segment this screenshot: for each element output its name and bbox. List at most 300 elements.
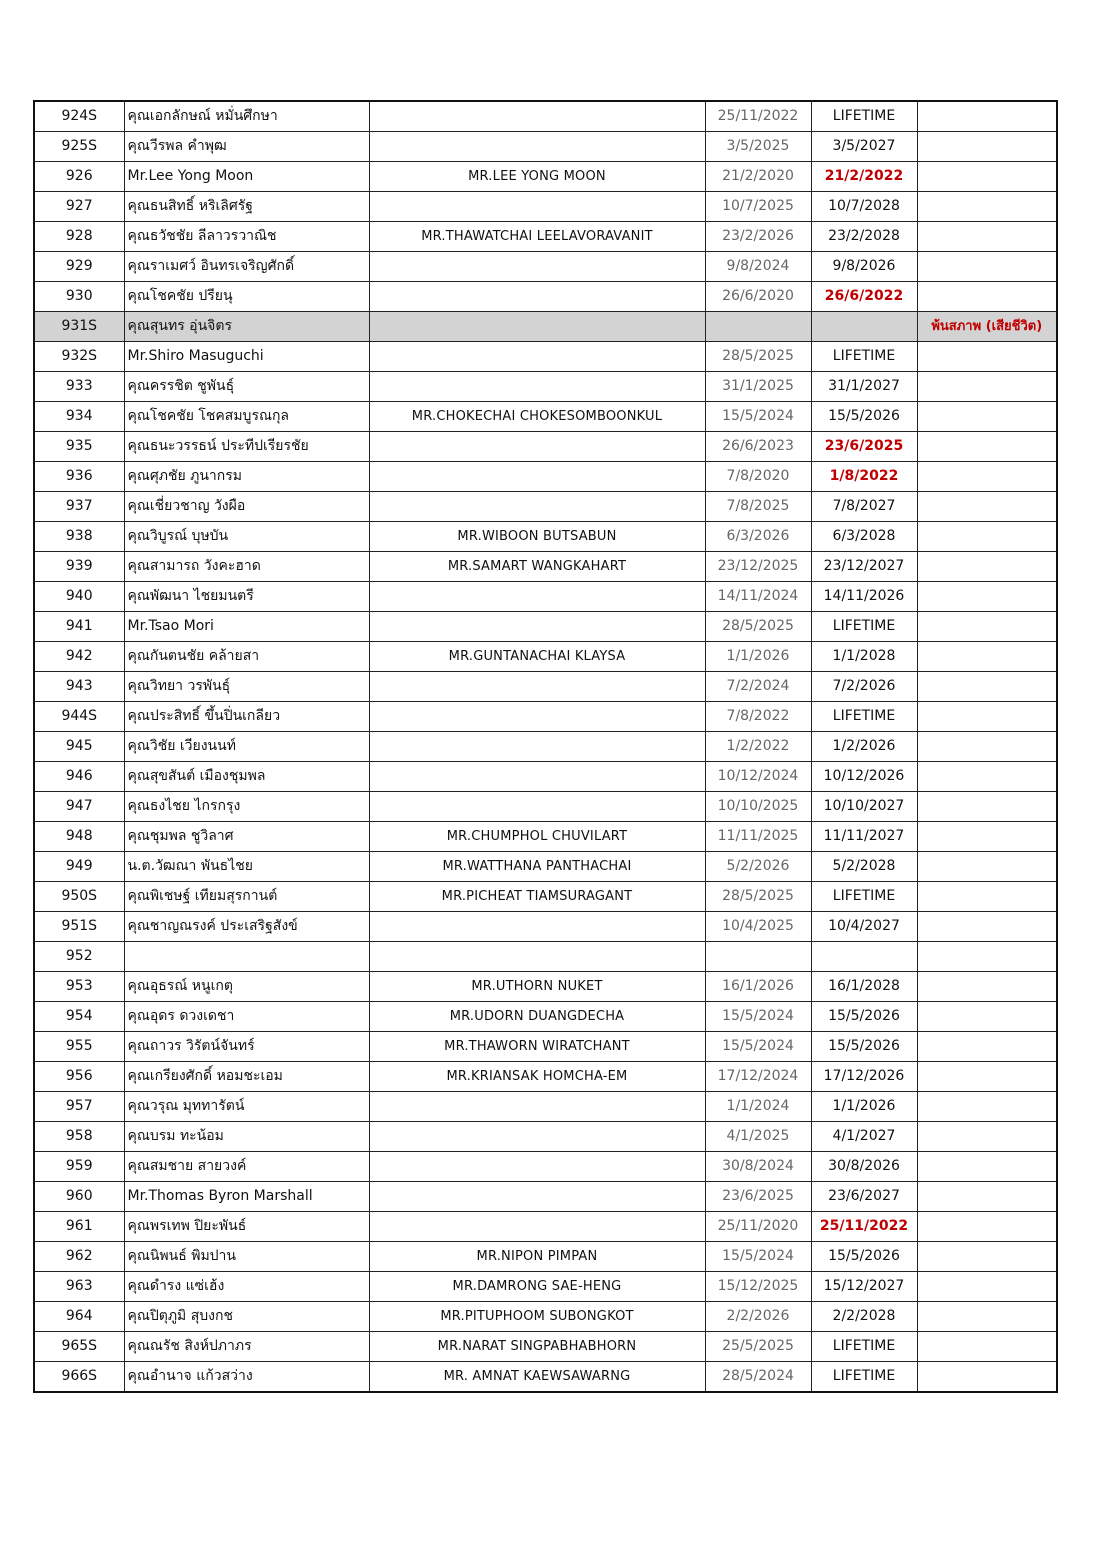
table-row <box>34 852 1057 882</box>
note-cell <box>917 702 1057 732</box>
table-row <box>34 252 1057 282</box>
english-name-cell <box>369 492 705 522</box>
note-cell <box>917 462 1057 492</box>
expiry-date-cell: 26/6/2022 <box>811 282 917 312</box>
table-row <box>34 552 1057 582</box>
english-name-cell: MR.CHUMPHOL CHUVILART <box>369 822 705 852</box>
english-name-cell: MR.GUNTANACHAI KLAYSA <box>369 642 705 672</box>
expiry-date-cell: 23/6/2027 <box>811 1182 917 1212</box>
start-date-cell: 15/5/2024 <box>705 402 811 432</box>
table-row <box>34 972 1057 1002</box>
member-table <box>33 100 1058 1393</box>
thai-name-cell: คุณครรชิต ชูพันธุ์ <box>124 372 369 402</box>
note-cell <box>917 1302 1057 1332</box>
member-number-cell: 954 <box>34 1002 124 1032</box>
note-cell <box>917 672 1057 702</box>
table-row <box>34 1272 1057 1302</box>
note-cell <box>917 132 1057 162</box>
english-name-cell: MR.SAMART WANGKAHART <box>369 552 705 582</box>
english-name-cell <box>369 432 705 462</box>
note-cell <box>917 1362 1057 1393</box>
table-row <box>34 101 1057 132</box>
thai-name-cell: คุณศุภชัย ภูนากรม <box>124 462 369 492</box>
thai-name-cell: คุณอุธรณ์ หนูเกตุ <box>124 972 369 1002</box>
note-cell <box>917 1032 1057 1062</box>
note-cell <box>917 642 1057 672</box>
start-date-cell: 30/8/2024 <box>705 1152 811 1182</box>
expiry-date-cell: 10/7/2028 <box>811 192 917 222</box>
start-date-cell: 5/2/2026 <box>705 852 811 882</box>
english-name-cell <box>369 342 705 372</box>
english-name-cell: MR.NARAT SINGPABHABHORN <box>369 1332 705 1362</box>
expiry-date-cell: 7/8/2027 <box>811 492 917 522</box>
start-date-cell: 15/12/2025 <box>705 1272 811 1302</box>
english-name-cell <box>369 792 705 822</box>
expiry-date-cell <box>811 312 917 342</box>
thai-name-cell: คุณวรุณ มุททารัตน์ <box>124 1092 369 1122</box>
member-number-cell: 948 <box>34 822 124 852</box>
member-number-cell: 963 <box>34 1272 124 1302</box>
table-row <box>34 882 1057 912</box>
expiry-date-cell: 21/2/2022 <box>811 162 917 192</box>
table-row <box>34 1062 1057 1092</box>
member-number-cell: 945 <box>34 732 124 762</box>
english-name-cell: MR.PICHEAT TIAMSURAGANT <box>369 882 705 912</box>
table-row <box>34 432 1057 462</box>
start-date-cell: 26/6/2020 <box>705 282 811 312</box>
expiry-date-cell: 10/4/2027 <box>811 912 917 942</box>
thai-name-cell: คุณนิพนธ์ พิมปาน <box>124 1242 369 1272</box>
thai-name-cell: คุณเชี่ยวชาญ วังผือ <box>124 492 369 522</box>
table-row <box>34 612 1057 642</box>
start-date-cell: 1/1/2024 <box>705 1092 811 1122</box>
note-cell <box>917 942 1057 972</box>
member-number-cell: 935 <box>34 432 124 462</box>
thai-name-cell: คุณอำนาจ แก้วสว่าง <box>124 1362 369 1393</box>
member-number-cell: 949 <box>34 852 124 882</box>
english-name-cell <box>369 132 705 162</box>
expiry-date-cell: 10/12/2026 <box>811 762 917 792</box>
note-cell <box>917 162 1057 192</box>
note-cell <box>917 402 1057 432</box>
thai-name-cell: น.ต.วัฒณา พันธไชย <box>124 852 369 882</box>
english-name-cell <box>369 101 705 132</box>
table-row <box>34 132 1057 162</box>
expiry-date-cell: 1/8/2022 <box>811 462 917 492</box>
thai-name-cell: คุณวิบูรณ์ บุษบัน <box>124 522 369 552</box>
expiry-date-cell: 23/12/2027 <box>811 552 917 582</box>
thai-name-cell: Mr.Lee Yong Moon <box>124 162 369 192</box>
english-name-cell <box>369 672 705 702</box>
table-row <box>34 162 1057 192</box>
thai-name-cell: คุณวิชัย เวียงนนท์ <box>124 732 369 762</box>
member-number-cell: 952 <box>34 942 124 972</box>
thai-name-cell: คุณพิเชษฐ์ เทียมสุรกานต์ <box>124 882 369 912</box>
english-name-cell <box>369 462 705 492</box>
table-row <box>34 222 1057 252</box>
start-date-cell: 7/8/2020 <box>705 462 811 492</box>
english-name-cell: MR.WIBOON BUTSABUN <box>369 522 705 552</box>
member-number-cell: 960 <box>34 1182 124 1212</box>
note-cell <box>917 582 1057 612</box>
member-number-cell: 964 <box>34 1302 124 1332</box>
table-row <box>34 192 1057 222</box>
note-cell <box>917 1212 1057 1242</box>
thai-name-cell: Mr.Tsao Mori <box>124 612 369 642</box>
english-name-cell: MR.CHOKECHAI CHOKESOMBOONKUL <box>369 402 705 432</box>
note-cell <box>917 342 1057 372</box>
start-date-cell: 26/6/2023 <box>705 432 811 462</box>
member-number-cell: 931S <box>34 312 124 342</box>
expiry-date-cell: 23/2/2028 <box>811 222 917 252</box>
table-row <box>34 1332 1057 1362</box>
member-number-cell: 941 <box>34 612 124 642</box>
table-row <box>34 582 1057 612</box>
english-name-cell <box>369 942 705 972</box>
english-name-cell: MR.LEE YONG MOON <box>369 162 705 192</box>
thai-name-cell: คุณธวัชชัย ลีลาวรวาณิช <box>124 222 369 252</box>
member-number-cell: 926 <box>34 162 124 192</box>
start-date-cell: 10/4/2025 <box>705 912 811 942</box>
note-cell <box>917 282 1057 312</box>
start-date-cell: 16/1/2026 <box>705 972 811 1002</box>
start-date-cell: 28/5/2024 <box>705 1362 811 1393</box>
table-row <box>34 492 1057 522</box>
member-number-cell: 934 <box>34 402 124 432</box>
note-cell <box>917 222 1057 252</box>
start-date-cell: 23/6/2025 <box>705 1182 811 1212</box>
note-cell <box>917 1182 1057 1212</box>
english-name-cell <box>369 912 705 942</box>
english-name-cell: MR.WATTHANA PANTHACHAI <box>369 852 705 882</box>
start-date-cell: 10/10/2025 <box>705 792 811 822</box>
thai-name-cell: คุณพัฒนา ไชยมนตรี <box>124 582 369 612</box>
member-number-cell: 925S <box>34 132 124 162</box>
table-row <box>34 912 1057 942</box>
start-date-cell: 28/5/2025 <box>705 612 811 642</box>
expiry-date-cell: 10/10/2027 <box>811 792 917 822</box>
start-date-cell: 7/2/2024 <box>705 672 811 702</box>
expiry-date-cell: LIFETIME <box>811 1332 917 1362</box>
expiry-date-cell: 2/2/2028 <box>811 1302 917 1332</box>
start-date-cell: 10/12/2024 <box>705 762 811 792</box>
table-row <box>34 1122 1057 1152</box>
member-number-cell: 942 <box>34 642 124 672</box>
english-name-cell <box>369 252 705 282</box>
start-date-cell: 1/2/2022 <box>705 732 811 762</box>
table-row <box>34 312 1057 342</box>
note-cell <box>917 882 1057 912</box>
start-date-cell: 7/8/2025 <box>705 492 811 522</box>
thai-name-cell <box>124 942 369 972</box>
start-date-cell: 28/5/2025 <box>705 342 811 372</box>
english-name-cell <box>369 1092 705 1122</box>
thai-name-cell: คุณประสิทธิ์ ขึ้นปิ่นเกลียว <box>124 702 369 732</box>
start-date-cell: 9/8/2024 <box>705 252 811 282</box>
start-date-cell: 23/12/2025 <box>705 552 811 582</box>
start-date-cell: 6/3/2026 <box>705 522 811 552</box>
note-cell <box>917 852 1057 882</box>
member-number-cell: 939 <box>34 552 124 582</box>
thai-name-cell: คุณสุนทร อุ่นจิตร <box>124 312 369 342</box>
table-row <box>34 1152 1057 1182</box>
thai-name-cell: คุณดำรง แซ่เฮ้ง <box>124 1272 369 1302</box>
english-name-cell <box>369 192 705 222</box>
member-number-cell: 950S <box>34 882 124 912</box>
note-cell <box>917 372 1057 402</box>
thai-name-cell: คุณสามารถ วังคะฮาด <box>124 552 369 582</box>
member-number-cell: 940 <box>34 582 124 612</box>
member-number-cell: 961 <box>34 1212 124 1242</box>
expiry-date-cell: 15/12/2027 <box>811 1272 917 1302</box>
table-row <box>34 1242 1057 1272</box>
start-date-cell: 15/5/2024 <box>705 1032 811 1062</box>
english-name-cell <box>369 312 705 342</box>
expiry-date-cell <box>811 942 917 972</box>
english-name-cell: MR.PITUPHOOM SUBONGKOT <box>369 1302 705 1332</box>
note-cell <box>917 762 1057 792</box>
note-cell <box>917 552 1057 582</box>
note-cell <box>917 252 1057 282</box>
english-name-cell <box>369 1122 705 1152</box>
expiry-date-cell: 15/5/2026 <box>811 1032 917 1062</box>
expiry-date-cell: LIFETIME <box>811 702 917 732</box>
expiry-date-cell: 25/11/2022 <box>811 1212 917 1242</box>
english-name-cell: MR. AMNAT KAEWSAWARNG <box>369 1362 705 1393</box>
expiry-date-cell: 7/2/2026 <box>811 672 917 702</box>
start-date-cell: 28/5/2025 <box>705 882 811 912</box>
member-number-cell: 958 <box>34 1122 124 1152</box>
table-row <box>34 1002 1057 1032</box>
thai-name-cell: Mr.Thomas Byron Marshall <box>124 1182 369 1212</box>
start-date-cell: 31/1/2025 <box>705 372 811 402</box>
table-row <box>34 1032 1057 1062</box>
start-date-cell: 4/1/2025 <box>705 1122 811 1152</box>
thai-name-cell: คุณณรัช สิงห์ปภาภร <box>124 1332 369 1362</box>
member-number-cell: 924S <box>34 101 124 132</box>
member-number-cell: 951S <box>34 912 124 942</box>
thai-name-cell: คุณกันตนชัย คล้ายสา <box>124 642 369 672</box>
note-cell <box>917 1122 1057 1152</box>
member-number-cell: 927 <box>34 192 124 222</box>
english-name-cell <box>369 582 705 612</box>
member-number-cell: 966S <box>34 1362 124 1393</box>
table-row <box>34 1302 1057 1332</box>
member-number-cell: 947 <box>34 792 124 822</box>
english-name-cell: MR.DAMRONG SAE-HENG <box>369 1272 705 1302</box>
note-cell <box>917 612 1057 642</box>
expiry-date-cell: 9/8/2026 <box>811 252 917 282</box>
expiry-date-cell: 15/5/2026 <box>811 1002 917 1032</box>
expiry-date-cell: LIFETIME <box>811 342 917 372</box>
member-number-cell: 965S <box>34 1332 124 1362</box>
expiry-date-cell: 6/3/2028 <box>811 522 917 552</box>
english-name-cell: MR.THAWORN WIRATCHANT <box>369 1032 705 1062</box>
table-body <box>34 101 1057 1392</box>
note-cell: พ้นสภาพ (เสียชีวิต) <box>917 312 1057 342</box>
table-row <box>34 702 1057 732</box>
table-row <box>34 402 1057 432</box>
expiry-date-cell: LIFETIME <box>811 101 917 132</box>
thai-name-cell: คุณถาวร วิรัตน์จันทร์ <box>124 1032 369 1062</box>
start-date-cell: 7/8/2022 <box>705 702 811 732</box>
table-row <box>34 1182 1057 1212</box>
note-cell <box>917 1092 1057 1122</box>
english-name-cell: MR.UTHORN NUKET <box>369 972 705 1002</box>
expiry-date-cell: 14/11/2026 <box>811 582 917 612</box>
thai-name-cell: คุณสมชาย สายวงค์ <box>124 1152 369 1182</box>
table-row <box>34 792 1057 822</box>
note-cell <box>917 192 1057 222</box>
note-cell <box>917 432 1057 462</box>
thai-name-cell: คุณชุมพล ชูวิลาศ <box>124 822 369 852</box>
table-row <box>34 462 1057 492</box>
expiry-date-cell: 31/1/2027 <box>811 372 917 402</box>
expiry-date-cell: 17/12/2026 <box>811 1062 917 1092</box>
english-name-cell <box>369 732 705 762</box>
thai-name-cell: คุณชาญณรงค์ ประเสริฐสังข์ <box>124 912 369 942</box>
member-number-cell: 957 <box>34 1092 124 1122</box>
english-name-cell <box>369 1212 705 1242</box>
note-cell <box>917 792 1057 822</box>
english-name-cell: MR.THAWATCHAI LEELAVORAVANIT <box>369 222 705 252</box>
member-number-cell: 932S <box>34 342 124 372</box>
member-number-cell: 956 <box>34 1062 124 1092</box>
start-date-cell: 3/5/2025 <box>705 132 811 162</box>
start-date-cell: 25/11/2020 <box>705 1212 811 1242</box>
thai-name-cell: คุณบรม ทะน้อม <box>124 1122 369 1152</box>
start-date-cell: 25/5/2025 <box>705 1332 811 1362</box>
start-date-cell: 10/7/2025 <box>705 192 811 222</box>
thai-name-cell: คุณวีรพล คำพุฒ <box>124 132 369 162</box>
member-number-cell: 944S <box>34 702 124 732</box>
english-name-cell <box>369 1182 705 1212</box>
thai-name-cell: คุณเอกลักษณ์ หมั่นศึกษา <box>124 101 369 132</box>
note-cell <box>917 912 1057 942</box>
thai-name-cell: คุณพรเทพ ปิยะพันธ์ <box>124 1212 369 1242</box>
thai-name-cell: คุณปิตุภูมิ สุบงกช <box>124 1302 369 1332</box>
expiry-date-cell: 1/2/2026 <box>811 732 917 762</box>
note-cell <box>917 522 1057 552</box>
note-cell <box>917 732 1057 762</box>
thai-name-cell: คุณราเมศว์ อินทรเจริญศักดิ์ <box>124 252 369 282</box>
note-cell <box>917 822 1057 852</box>
thai-name-cell: คุณธงไชย ไกรกรุง <box>124 792 369 822</box>
table-row <box>34 372 1057 402</box>
english-name-cell: MR.UDORN DUANGDECHA <box>369 1002 705 1032</box>
member-number-cell: 933 <box>34 372 124 402</box>
start-date-cell: 23/2/2026 <box>705 222 811 252</box>
note-cell <box>917 101 1057 132</box>
table-row <box>34 282 1057 312</box>
start-date-cell: 17/12/2024 <box>705 1062 811 1092</box>
table-row <box>34 1212 1057 1242</box>
thai-name-cell: คุณเกรียงศักดิ์ หอมชะเอม <box>124 1062 369 1092</box>
table-row <box>34 642 1057 672</box>
table-row <box>34 672 1057 702</box>
expiry-date-cell: LIFETIME <box>811 882 917 912</box>
note-cell <box>917 1242 1057 1272</box>
expiry-date-cell: 5/2/2028 <box>811 852 917 882</box>
note-cell <box>917 1332 1057 1362</box>
thai-name-cell: คุณธนสิทธิ์ หริเลิศรัฐ <box>124 192 369 222</box>
english-name-cell <box>369 1152 705 1182</box>
table-row <box>34 1362 1057 1393</box>
member-number-cell: 929 <box>34 252 124 282</box>
english-name-cell <box>369 282 705 312</box>
expiry-date-cell: LIFETIME <box>811 612 917 642</box>
start-date-cell: 1/1/2026 <box>705 642 811 672</box>
start-date-cell: 15/5/2024 <box>705 1002 811 1032</box>
table-row <box>34 762 1057 792</box>
english-name-cell <box>369 372 705 402</box>
table-row <box>34 822 1057 852</box>
start-date-cell: 15/5/2024 <box>705 1242 811 1272</box>
expiry-date-cell: 3/5/2027 <box>811 132 917 162</box>
expiry-date-cell: 15/5/2026 <box>811 1242 917 1272</box>
member-number-cell: 928 <box>34 222 124 252</box>
expiry-date-cell: 15/5/2026 <box>811 402 917 432</box>
expiry-date-cell: 1/1/2026 <box>811 1092 917 1122</box>
member-number-cell: 953 <box>34 972 124 1002</box>
table-row <box>34 1092 1057 1122</box>
note-cell <box>917 1272 1057 1302</box>
start-date-cell: 14/11/2024 <box>705 582 811 612</box>
member-number-cell: 937 <box>34 492 124 522</box>
note-cell <box>917 492 1057 522</box>
note-cell <box>917 972 1057 1002</box>
expiry-date-cell: 30/8/2026 <box>811 1152 917 1182</box>
thai-name-cell: คุณธนะวรรธน์ ประทีปเรียรชัย <box>124 432 369 462</box>
start-date-cell <box>705 312 811 342</box>
expiry-date-cell: 16/1/2028 <box>811 972 917 1002</box>
table-row <box>34 342 1057 372</box>
thai-name-cell: Mr.Shiro Masuguchi <box>124 342 369 372</box>
thai-name-cell: คุณสุขสันต์ เมืองชุมพล <box>124 762 369 792</box>
thai-name-cell: คุณวิทยา วรพันธุ์ <box>124 672 369 702</box>
table-row <box>34 942 1057 972</box>
member-number-cell: 946 <box>34 762 124 792</box>
thai-name-cell: คุณอุดร ดวงเดชา <box>124 1002 369 1032</box>
english-name-cell: MR.NIPON PIMPAN <box>369 1242 705 1272</box>
note-cell <box>917 1002 1057 1032</box>
start-date-cell: 11/11/2025 <box>705 822 811 852</box>
start-date-cell: 21/2/2020 <box>705 162 811 192</box>
expiry-date-cell: 4/1/2027 <box>811 1122 917 1152</box>
member-number-cell: 936 <box>34 462 124 492</box>
english-name-cell <box>369 762 705 792</box>
table-row <box>34 522 1057 552</box>
member-number-cell: 938 <box>34 522 124 552</box>
start-date-cell: 25/11/2022 <box>705 101 811 132</box>
expiry-date-cell: 23/6/2025 <box>811 432 917 462</box>
expiry-date-cell: 1/1/2028 <box>811 642 917 672</box>
note-cell <box>917 1152 1057 1182</box>
english-name-cell: MR.KRIANSAK HOMCHA-EM <box>369 1062 705 1092</box>
start-date-cell <box>705 942 811 972</box>
member-number-cell: 955 <box>34 1032 124 1062</box>
thai-name-cell: คุณโชคชัย โชคสมบูรณกุล <box>124 402 369 432</box>
expiry-date-cell: 11/11/2027 <box>811 822 917 852</box>
member-number-cell: 930 <box>34 282 124 312</box>
member-number-cell: 962 <box>34 1242 124 1272</box>
english-name-cell <box>369 612 705 642</box>
member-number-cell: 943 <box>34 672 124 702</box>
thai-name-cell: คุณโชคชัย ปรียนุ <box>124 282 369 312</box>
member-number-cell: 959 <box>34 1152 124 1182</box>
note-cell <box>917 1062 1057 1092</box>
english-name-cell <box>369 702 705 732</box>
